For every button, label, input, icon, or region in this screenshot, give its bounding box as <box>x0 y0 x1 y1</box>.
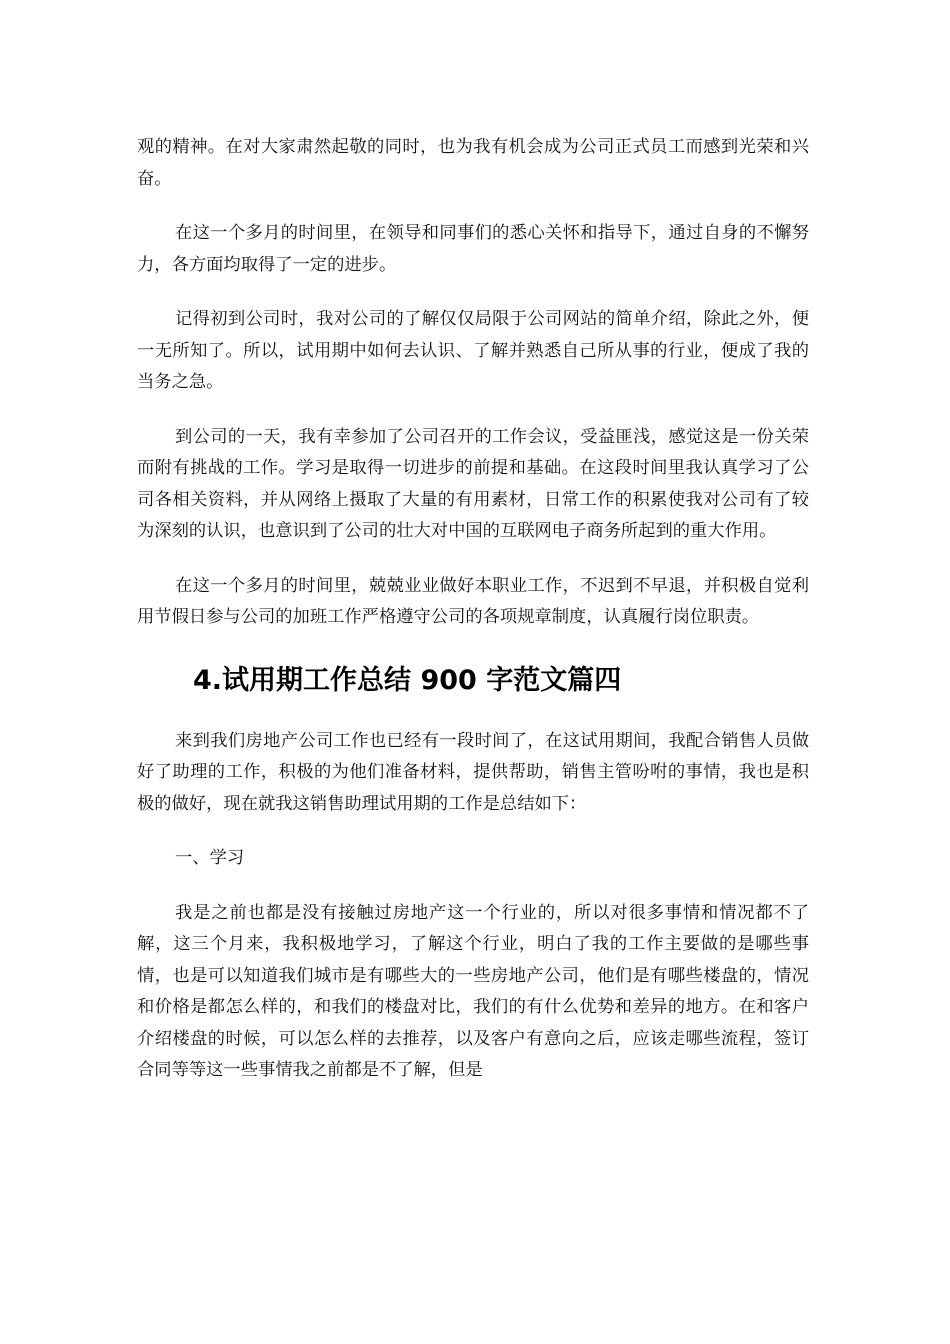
paragraph-meeting: 到公司的一天，我有幸参加了公司召开的工作会议，受益匪浅，感觉这是一份关荣而附有挑战的工作。学习是取得一切进步的前提和基础。在这段时间里我认真学习了公司各相关资料，并从网络上摄取了大量的有用素材，日常工作的积累使我对公司有了较为深刻的认识，也意识到了公司的壮大对中国的互联网电子商务所起到的重大作用。 <box>137 426 809 541</box>
document-body <box>137 132 809 1110</box>
paragraph-intro: 来到我们房地产公司工作也已经有一段时间了，在这试用期间，我配合销售人员做好了助理的工作，积极的为他们准备材料，提供帮助，销售主管吩咐的事情，我也是积极的做好，现在就我这销售助理试用期的工作是总结如下： <box>137 730 809 814</box>
paragraph-duties: 在这一个多月的时间里，兢兢业业做好本职业工作，不迟到不早退，并积极自觉利用节假日参与公司的加班工作严格遵守公司的各项规章制度，认真履行岗位职责。 <box>137 575 809 627</box>
subheading-study: 一、学习 <box>175 848 245 868</box>
paragraph-continuation: 观的精神。在对大家肃然起敬的同时，也为我有机会成为公司正式员工而感到光荣和兴奋。 <box>137 137 809 189</box>
paragraph-first-days: 记得初到公司时，我对公司的了解仅仅局限于公司网站的简单介绍，除此之外，便一无所知了。所以，试用期中如何去认识、了解并熟悉自己所从事的行业，便成了我的当务之急。 <box>137 309 809 392</box>
section-heading: 4.试用期工作总结 900 字范文篇四 <box>193 664 622 696</box>
paragraph-progress: 在这一个多月的时间里，在领导和同事们的悉心关怀和指导下，通过自身的不懈努力，各方面均取得了一定的进步。 <box>137 223 809 275</box>
paragraph-study: 我是之前也都是没有接触过房地产这一个行业的，所以对很多事情和情况都不了解，这三个月来，我积极地学习，了解这个行业，明白了我的工作主要做的是哪些事情，也是可以知道我们城市是有哪些大的一些房地产公司，他们是有哪些楼盘的，情况和价格是都怎么样的，和我们的楼盘对比，我们的有什么优势和差异的地方。在和客户介绍楼盘的时候，可以怎么样的去推荐，以及客户有意向之后，应该走哪些流程，签订合同等等这一些事情我之前都是不了解，但是 <box>137 902 809 1080</box>
